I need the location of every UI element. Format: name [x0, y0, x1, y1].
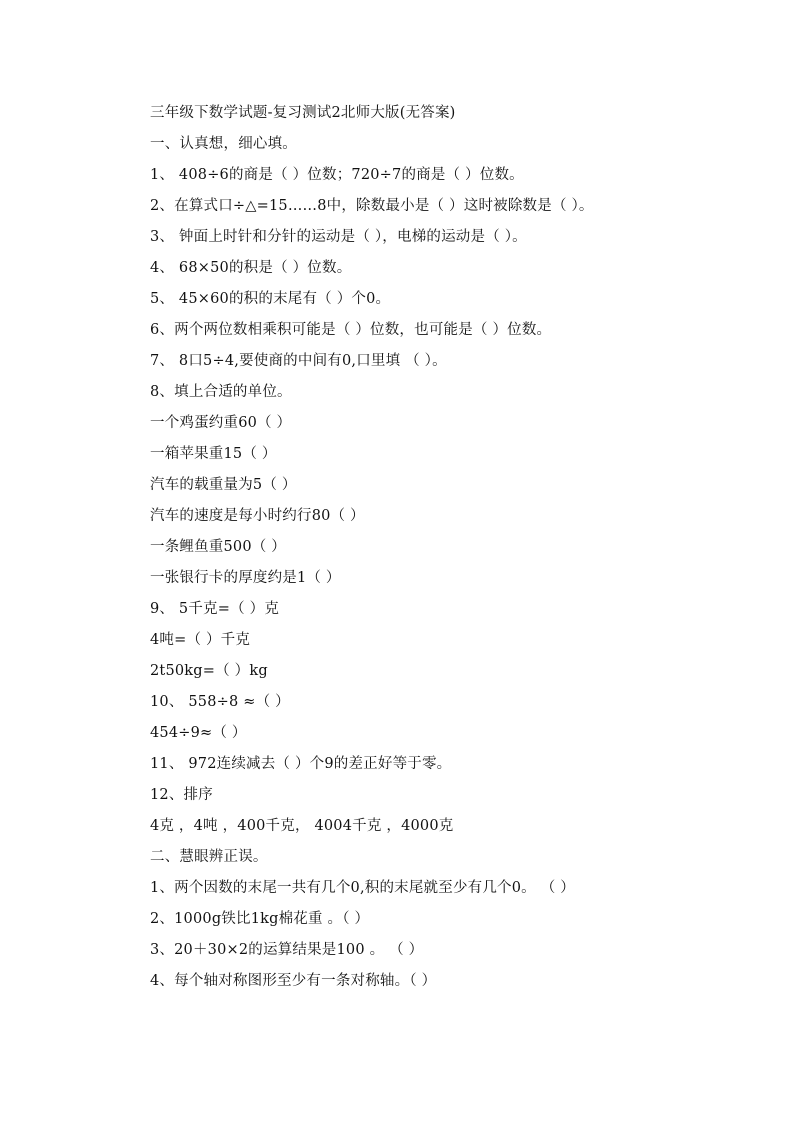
question-1-8-bank-card: 一张银行卡的厚度约是1（ ） [150, 570, 341, 586]
question-2-2: 2、1000g铁比1kg棉花重 。（ ） [150, 911, 370, 927]
question-1-11: 11、 972连续减去（ ）个9的差正好等于零。 [150, 756, 452, 772]
question-1-12-items: 4克 ，4吨 ，400千克， 4004千克 ，4000克 [150, 818, 454, 834]
document-body [150, 98, 710, 997]
question-1-8-truck-load: 汽车的载重量为5（ ） [150, 477, 297, 493]
question-1-9: 9、 5千克=（ ）克 [150, 601, 280, 617]
question-1-8-truck-speed: 汽车的速度是每小时约行80（ ） [150, 508, 365, 524]
question-1-9-tons: 4吨=（ ）千克 [150, 632, 251, 648]
question-1-2: 2、在算式口÷△=15……8中，除数最小是（ ）这时被除数是（ ）。 [150, 198, 594, 214]
question-1-10-b: 454÷9≈（ ） [150, 725, 247, 741]
question-1-5: 5、 45×60的积的末尾有（ ）个0。 [150, 291, 391, 307]
question-1-8-egg: 一个鸡蛋约重60（ ） [150, 415, 292, 431]
question-2-3: 3、20＋30×2的运算结果是100 。 （ ） [150, 942, 424, 958]
document-title: 三年级下数学试题-复习测试2北师大版(无答案) [150, 105, 456, 121]
question-1-8-apples: 一箱苹果重15（ ） [150, 446, 277, 462]
question-1-6: 6、两个两位数相乘积可能是（ ）位数，也可能是（ ）位数。 [150, 322, 552, 338]
question-2-4: 4、每个轴对称图形至少有一条对称轴。（ ） [150, 973, 437, 989]
question-1-12: 12、排序 [150, 787, 213, 803]
section-heading-true-false: 二、慧眼辨正误。 [150, 849, 268, 865]
question-1-7: 7、 8口5÷4,要使商的中间有0,口里填 （ ）。 [150, 353, 447, 369]
question-1-9-kg: 2t50kg=（ ）kg [150, 663, 268, 679]
section-heading-fill-in: 一、认真想，细心填。 [150, 136, 297, 152]
question-2-1: 1、两个因数的末尾一共有几个0,积的末尾就至少有几个0。 （ ） [150, 880, 575, 896]
question-1-10: 10、 558÷8 ≈（ ） [150, 694, 290, 710]
question-1-3: 3、 钟面上时针和分针的运动是（ ），电梯的运动是（ ）。 [150, 229, 527, 245]
question-1-8-carp: 一条鲤鱼重500（ ） [150, 539, 286, 555]
question-1-1: 1、 408÷6的商是（ ）位数；720÷7的商是（ ）位数。 [150, 167, 524, 183]
question-1-4: 4、 68×50的积是（ ）位数。 [150, 260, 352, 276]
question-1-8: 8、填上合适的单位。 [150, 384, 292, 400]
